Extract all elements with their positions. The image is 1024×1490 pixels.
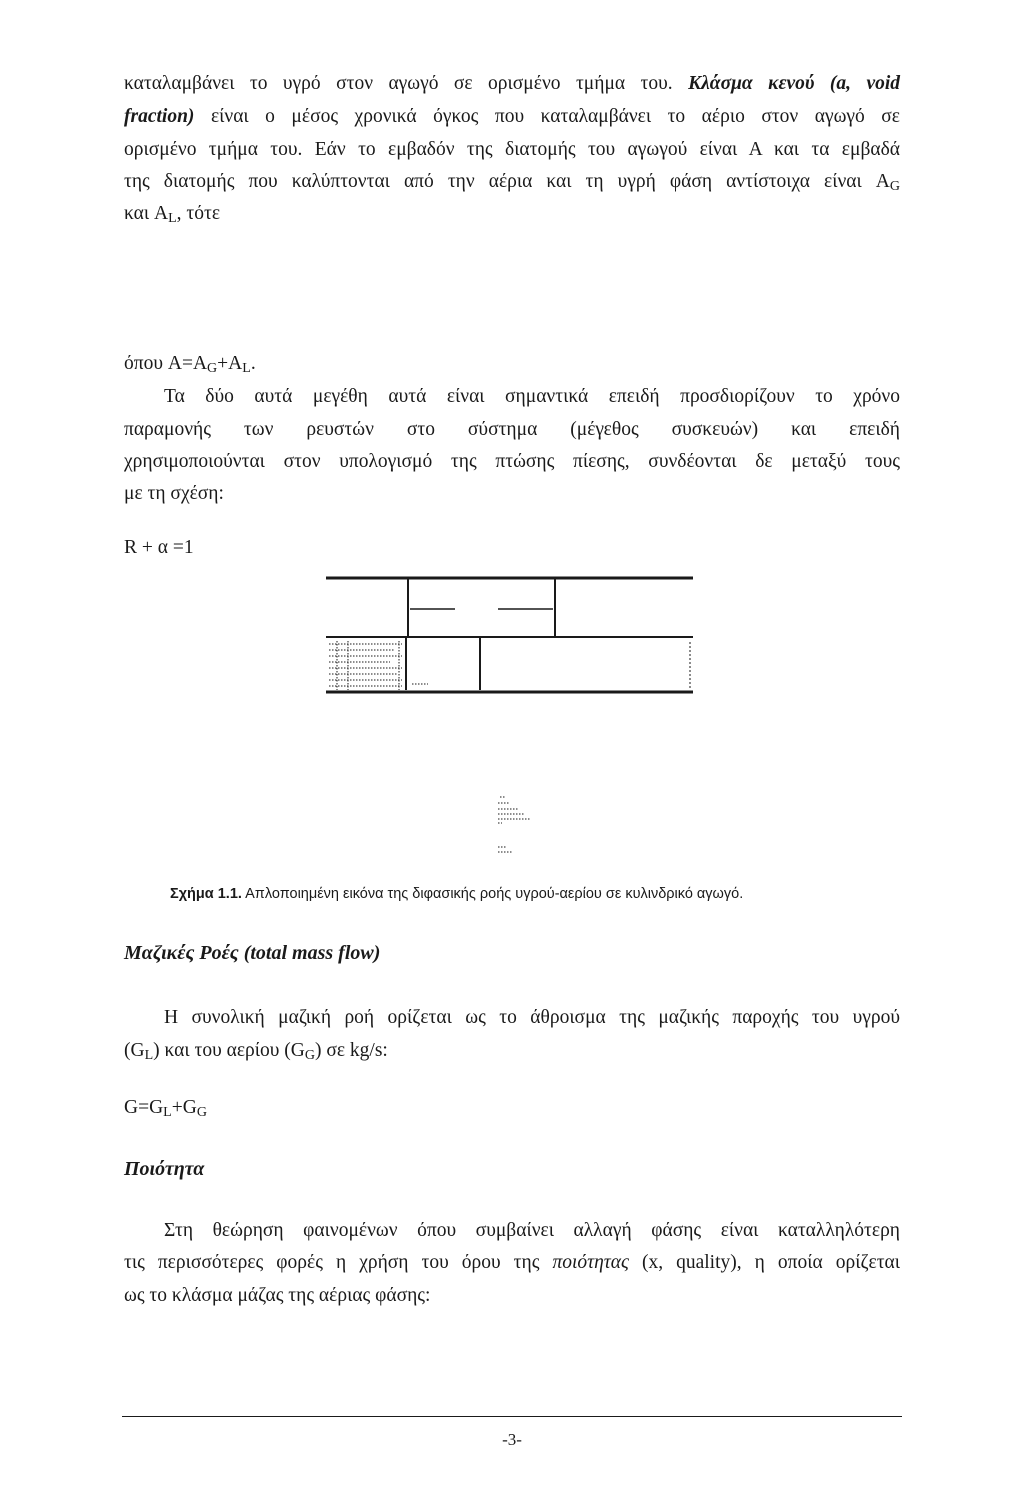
paragraph-line: Τα δύο αυτά μεγέθη αυτά είναι σημαντικά επειδή προσδιορίζουν το χρόνο (164, 386, 900, 407)
page-number: -3- (502, 1430, 522, 1449)
section-heading-quality: Ποιότητα (124, 1158, 205, 1180)
paragraph-line: Η συνολική μαζική ροή ορίζεται ως το άθροισμα της μαζικής παροχής του υγρού (164, 1007, 900, 1028)
footer-rule (122, 1416, 902, 1417)
equation-r-alpha: R + α =1 (124, 537, 194, 558)
paragraph-line: όπου $A=A_G+A_L$. (124, 353, 256, 376)
figure-caption-text: Απλοποιημένη εικόνα της διφασικής ροής υγρού-αερίου σε κυλινδρικό αγωγό. (245, 886, 744, 902)
section-heading-mass-flow: Μαζικές Ροές (total mass flow) (124, 942, 381, 964)
liquid-phase-hatch (329, 641, 530, 852)
paragraph-line: ορισμένο τμήμα του. Εάν το εμβαδόν της διατομής του αγωγού είναι Α και τα εμβαδά (124, 139, 900, 160)
paragraph-line: fraction) είναι ο μέσος χρονικά όγκος που καταλαμβάνει το αέριο στον αγωγό σε (124, 106, 900, 127)
term-void-fraction: Κλάσμα κενού (a, void (688, 73, 901, 94)
term-void-fraction-cont: fraction) (124, 106, 195, 127)
paragraph-line: της διατομής που καλύπτονται από την αέρια και τη υγρή φάση αντίστοιχα είναι $A_G$ (124, 171, 900, 194)
paragraph-line: Στη θεώρηση φαινομένων όπου συμβαίνει αλλαγή φάσης είναι καταλληλότερη (164, 1220, 900, 1241)
paragraph-line: ως το κλάσμα μάζας της αέριας φάσης: (124, 1285, 431, 1306)
paragraph-line: $(G_L)$ και του αερίου $(G_G)$ σε kg/s: (124, 1040, 388, 1063)
term-quality: ποιότητας (552, 1252, 629, 1273)
paragraph-line: και $A_L$, τότε (124, 203, 221, 226)
equation-total-mass-flow: $G=G_L+G_G$ (124, 1097, 207, 1120)
figure-caption (170, 884, 743, 904)
paragraph-line: με τη σχέση: (124, 483, 224, 504)
paragraph-line: καταλαμβάνει το υγρό στον αγωγό σε ορισμένο τμήμα του. Κλάσμα κενού (a, void (124, 73, 901, 94)
paragraph-line: χρησιμοποιούνται στον υπολογισμό της πτώσης πίεσης, συνδέονται δε μεταξύ τους (124, 451, 900, 472)
paragraph-line: τις περισσότερες φορές η χρήση του όρου της ποιότητας (x, quality), η οποία ορίζεται (124, 1252, 901, 1273)
figure-label: Σχήμα 1.1. (170, 886, 242, 902)
paragraph-line: παραμονής των ρευστών στο σύστημα (μέγεθος συσκευών) και επειδή (124, 419, 900, 440)
